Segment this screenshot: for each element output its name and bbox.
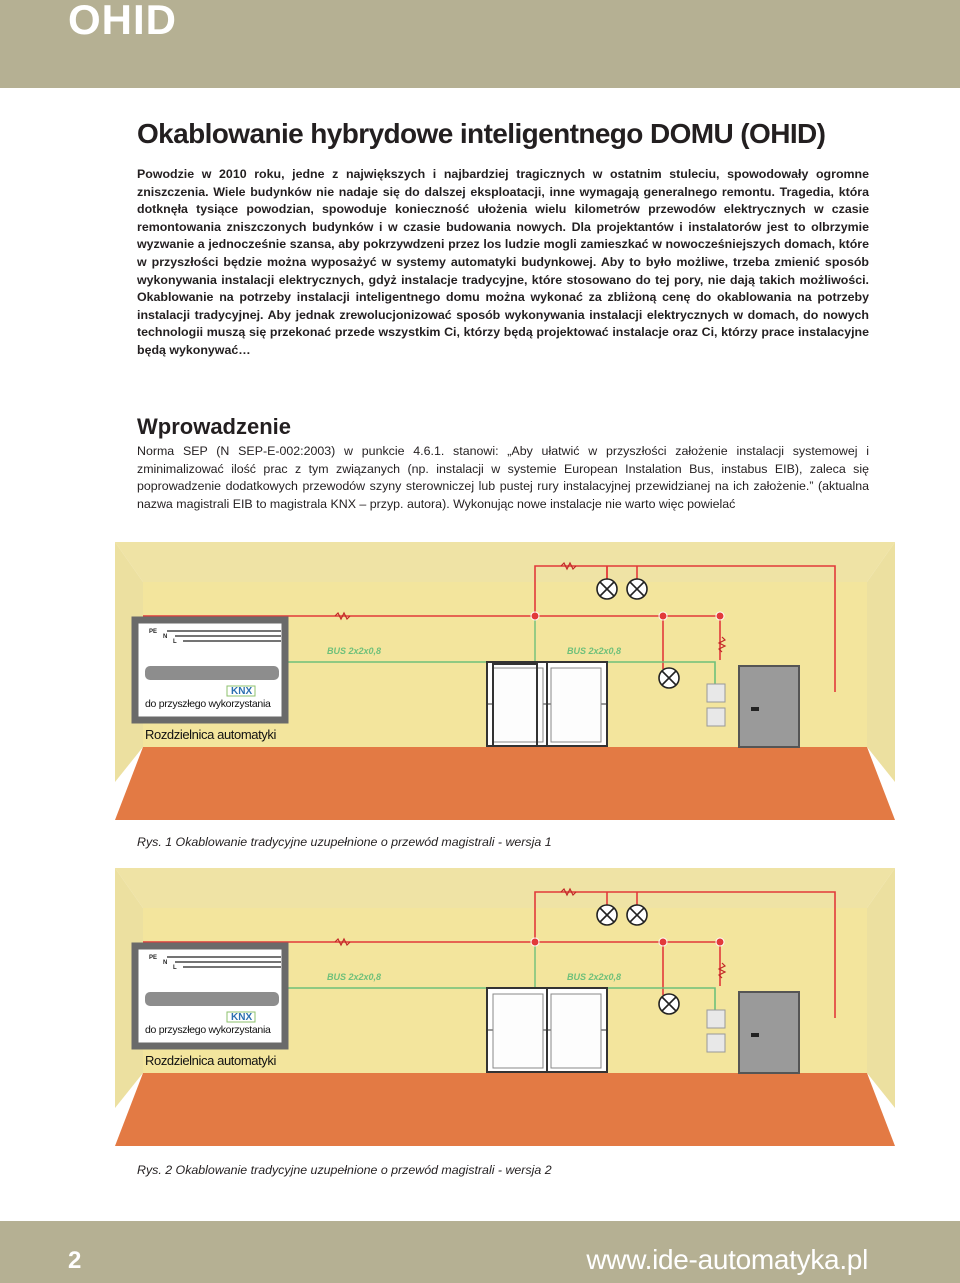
wire-label-n: N: [163, 634, 168, 640]
page-number: 2: [68, 1247, 82, 1274]
socket-icon: [707, 1034, 725, 1052]
wire-label-pe: PE: [149, 955, 158, 961]
future-use-label: do przyszłego wykorzystania: [145, 698, 271, 710]
door: [739, 992, 799, 1073]
future-use-label: do przyszłego wykorzystania: [145, 1024, 271, 1036]
section-heading: Wprowadzenie: [137, 414, 292, 439]
ceiling: [115, 542, 895, 582]
socket-icon: [707, 708, 725, 726]
wiring-diagram-1: [115, 542, 895, 820]
ceiling: [115, 868, 895, 908]
right-wall: [867, 868, 895, 1108]
wire-label-l: L: [173, 639, 177, 645]
wiring-diagram-2: [115, 868, 895, 1146]
bus-label-left: BUS 2x2x0,8: [327, 972, 382, 982]
figure-caption-1: Rys. 1 Okablowanie tradycyjne uzupełnione o przewód magistrali - wersja 1: [137, 835, 552, 849]
switch-icon: [707, 684, 725, 702]
article-title: Okablowanie hybrydowe inteligentnego DOMU (OHID): [137, 118, 826, 149]
figure-2: [115, 868, 895, 1146]
switch-icon: [707, 1010, 725, 1028]
figure-1: [115, 542, 895, 820]
wire-label-pe: PE: [149, 629, 158, 635]
ceiling-lamp-icon: [597, 579, 617, 599]
wall-lamp-icon: [659, 668, 679, 688]
knx-logo: KNX: [231, 686, 253, 697]
bus-label-right: BUS 2x2x0,8: [567, 972, 622, 982]
floor: [115, 1073, 895, 1146]
section-paragraph: Norma SEP (N SEP-E-002:2003) w punkcie 4.6.1. stanowi: „Aby ułatwić w przyszłości założenie instalacji systemowej i zminimalizować ilość prac z tym związanych (np. instalacji w systemie European Instalation Bus, instabus EIB), zaleca się poprowadzenie dodatkowych przewodów szyny sterowniczej lub pustej rury instalacyjnej przewidzianej na ich założenie.” (aktualna nazwa magistrali EIB to magistrala KNX – przyp. autora). Wykonując nowe instalacje nie warto więc powielać: [137, 444, 869, 511]
wire-label-l: L: [173, 965, 177, 971]
distribution-label: Rozdzielnica automatyki: [145, 1053, 276, 1068]
brand-title: OHID: [68, 0, 177, 43]
website-link[interactable]: www.ide-automatyka.pl: [586, 1244, 868, 1275]
knx-logo: KNX: [231, 1012, 253, 1023]
ceiling-lamp-icon: [597, 905, 617, 925]
bus-label-right: BUS 2x2x0,8: [567, 646, 622, 656]
figure-caption-2: Rys. 2 Okablowanie tradycyjne uzupełnione o przewód magistrali - wersja 2: [137, 1163, 552, 1177]
wire-label-n: N: [163, 960, 168, 966]
bus-label-left: BUS 2x2x0,8: [327, 646, 382, 656]
distribution-label: Rozdzielnica automatyki: [145, 727, 276, 742]
wall-lamp-icon: [659, 994, 679, 1014]
ceiling-lamp-icon: [627, 905, 647, 925]
door: [739, 666, 799, 747]
din-rail: [145, 666, 279, 680]
floor: [115, 747, 895, 820]
ceiling-lamp-icon: [627, 579, 647, 599]
din-rail: [145, 992, 279, 1006]
right-wall: [867, 542, 895, 782]
intro-paragraph: Powodzie w 2010 roku, jedne z największych i najbardziej tragicznych w ostatnim stuleciu, spowodowały ogromne zniszczenia. Wiele budynków nie nadaje się do dalszej eksploatacji, inne wymagają generalnego remontu. Tragedia, która dotknęła tysiące powodzian, spowoduje konieczność ułożenia wielu kilometrów przewodów elektrycznych w czasie remontowania zniszczonych budynków i w czasie budowania nowych. Dla projektantów i instalatorów jest to olbrzymie wyzwanie a jednocześnie szansa, aby pokrzywdzeni przez los ludzie mogli zamieszkać w nowocześniejszych domach, które w przyszłości będzie można wyposażyć w systemy automatyki budynkowej. Aby to było możliwe, trzeba zmienić sposób wykonywania instalacji elektrycznych, gdyż instalacje tradycyjne, które stosowano do tej pory, nie dają takich możliwości. Okablowanie na potrzeby instalacji inteligentnego domu można wykonać za zbliżoną cenę do okablowania na potrzeby instalacji tradycyjnej. Aby jednak zrewolucjonizować sposób wykonywania instalacji elektrycznych w domach, do nowych technologii muszą się przekonać przede wszystkim Ci, którzy będą projektować instalacje oraz Ci, którzy prace instalacyjne będą wykonywać…: [137, 167, 869, 357]
